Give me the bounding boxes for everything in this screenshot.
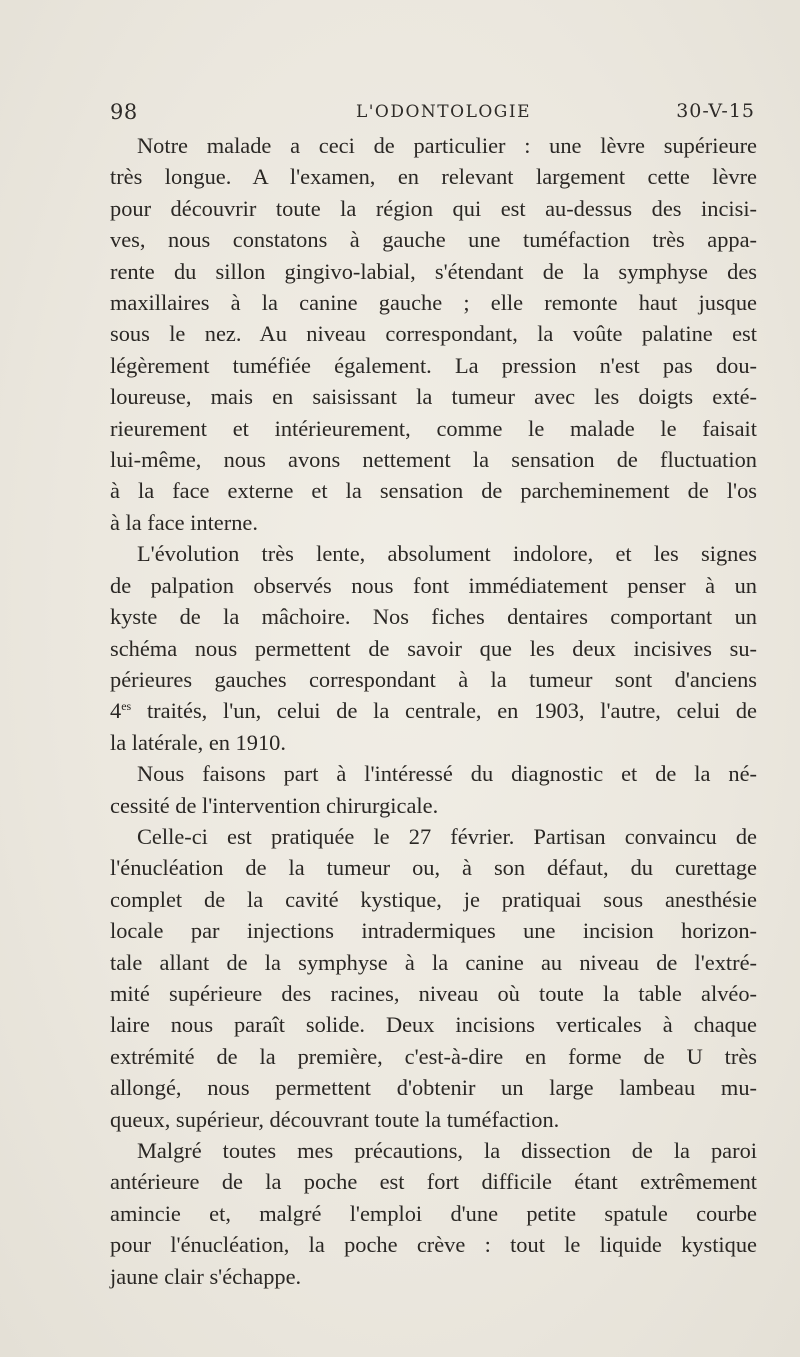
- issue-date: 30-V-15: [676, 100, 755, 122]
- text-line: maxillaires à la canine gauche ; elle remonte haut jusque: [110, 290, 757, 316]
- running-head: [110, 100, 757, 128]
- text-line: amincie et, malgré l'emploi d'une petite spatule courbe: [110, 1200, 757, 1226]
- text-line: allongé, nous permettent d'obtenir un large lambeau mu-: [110, 1075, 757, 1101]
- text-line: schéma nous permettent de savoir que les deux incisives su-: [110, 635, 757, 661]
- text-line: complet de la cavité kystique, je pratiquai sous anesthésie: [110, 886, 757, 912]
- text-line: jaune clair s'échappe.: [110, 1263, 302, 1289]
- text-line: kyste de la mâchoire. Nos fiches dentaires comportant un: [110, 604, 757, 630]
- text-line: pour l'énucléation, la poche crève : tout le liquide kystique: [110, 1232, 757, 1258]
- text-line: pour découvrir toute la région qui est au-dessus des incisi-: [110, 195, 757, 221]
- journal-title: L'ODONTOLOGIE: [355, 102, 532, 122]
- text-line: queux, supérieur, découvrant toute la tuméfaction.: [110, 1106, 560, 1132]
- paragraph-3: [110, 758, 757, 821]
- text-line: à la face interne.: [110, 509, 258, 535]
- text-line: légèrement tuméfiée également. La pression n'est pas dou-: [110, 352, 757, 378]
- ordinal-line-rest: traités, l'un, celui de la centrale, en 1903, l'autre, celui de: [131, 698, 757, 724]
- text-line: à la face externe et la sensation de parcheminement de l'os: [110, 478, 757, 504]
- text-line: extrémité de la première, c'est-à-dire en forme de U très: [110, 1043, 757, 1069]
- text-line: de palpation observés nous font immédiatement penser à un: [110, 572, 757, 598]
- ordinal-number: 4: [110, 698, 122, 724]
- paragraph-4: [110, 821, 757, 1135]
- text-line: la latérale, en 1910.: [110, 729, 286, 755]
- text-line: antérieure de la poche est fort difficile étant extrêmement: [110, 1169, 757, 1195]
- text-line: très longue. A l'examen, en relevant largement cette lèvre: [110, 164, 757, 190]
- text-line: [110, 695, 757, 726]
- text-line: Notre malade a ceci de particulier : une lèvre supérieure: [137, 133, 757, 158]
- text-line: Celle-ci est pratiquée le 27 février. Partisan convaincu de: [137, 823, 757, 849]
- text-line: lui-même, nous avons nettement la sensation de fluctuation: [110, 447, 757, 473]
- text-line: cessité de l'intervention chirurgicale.: [110, 792, 439, 818]
- text-line: ves, nous constatons à gauche une tuméfaction très appa-: [110, 227, 757, 253]
- paragraph-1: [110, 130, 757, 538]
- paragraph-2: [110, 538, 757, 758]
- text-line: locale par injections intradermiques une incision horizon-: [110, 918, 757, 944]
- article-body: [110, 130, 757, 1292]
- text-line: laire nous paraît solide. Deux incisions verticales à chaque: [110, 1012, 757, 1038]
- text-line: sous le nez. Au niveau correspondant, la voûte palatine est: [110, 321, 757, 347]
- page-number: 98: [110, 100, 138, 124]
- ordinal-superscript: es: [121, 699, 132, 714]
- text-line: rieurement et intérieurement, comme le malade le faisait: [110, 415, 757, 441]
- text-line: mité supérieure des racines, niveau où toute la table alvéo-: [110, 980, 757, 1006]
- text-line: l'énucléation de la tumeur ou, à son défaut, du curettage: [110, 855, 757, 881]
- text-line: Malgré toutes mes précautions, la dissection de la paroi: [137, 1138, 757, 1163]
- text-line: L'évolution très lente, absolument indolore, et les signes: [137, 541, 757, 567]
- text-line: loureuse, mais en saisissant la tumeur avec les doigts exté-: [110, 384, 757, 410]
- text-line: rente du sillon gingivo-labial, s'étendant de la symphyse des: [110, 258, 757, 284]
- text-line: tale allant de la symphyse à la canine au niveau de l'extré-: [110, 949, 757, 975]
- paragraph-5: [110, 1135, 757, 1292]
- text-line: Nous faisons part à l'intéressé du diagnostic et de la né-: [137, 761, 757, 787]
- text-line: périeures gauches correspondant à la tumeur sont d'anciens: [110, 666, 757, 692]
